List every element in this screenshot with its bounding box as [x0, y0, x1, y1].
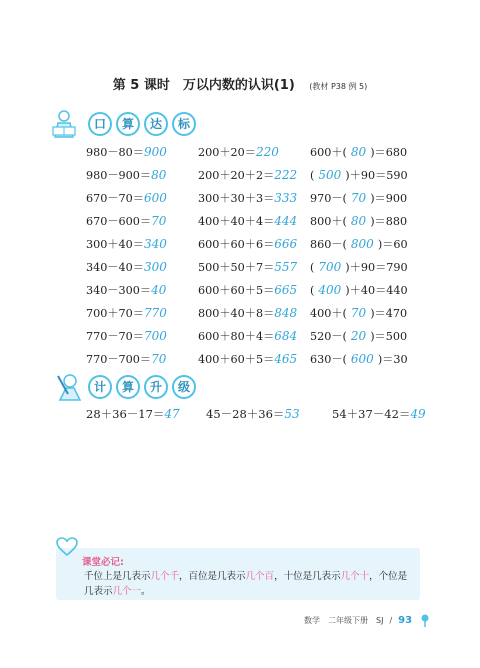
oral-row [86, 324, 426, 347]
question-prefix: 800＋( [310, 214, 347, 228]
oral-item [310, 236, 426, 252]
question: 54＋37－42＝ [332, 407, 411, 421]
question-prefix: 400＋( [310, 306, 347, 320]
answer: 557 [274, 259, 298, 274]
question: 200＋20＋2＝ [198, 168, 275, 182]
student-reading-icon [50, 109, 78, 139]
heading-char: 级 [172, 375, 196, 399]
heading-char: 标 [172, 112, 196, 136]
oral-row [86, 347, 426, 370]
memo-answer: 几个百 [245, 571, 275, 582]
oral-item [198, 190, 310, 206]
question: 400＋40＋4＝ [198, 214, 275, 228]
oral-item [310, 328, 426, 344]
question-suffix: )＋90＝590 [345, 168, 408, 182]
lesson-title: 第 5 课时 万以内数的认识(1) [112, 78, 295, 93]
answer: 47 [164, 407, 180, 421]
page-number: 93 [398, 614, 413, 626]
answer: 80 [350, 213, 367, 228]
oral-calc-grid [86, 140, 426, 370]
oral-item [198, 236, 310, 252]
oral-item [310, 282, 426, 298]
answer: 220 [255, 144, 279, 159]
oral-item [86, 144, 198, 160]
question-suffix: )＝880 [370, 214, 408, 228]
memo-segment: 千位上是几表示 [84, 571, 151, 582]
oral-item [310, 144, 426, 160]
question-suffix: )＝470 [370, 306, 408, 320]
question: 770－70＝ [86, 329, 144, 343]
textbook-reference: (教材 P38 例 5) [309, 82, 368, 91]
question-prefix: 630－( [310, 352, 347, 366]
question-prefix: 600＋( [310, 145, 347, 159]
question-prefix: ( [310, 260, 315, 274]
memo-text [84, 569, 416, 599]
question: 300＋30＋3＝ [198, 191, 275, 205]
answer: 80 [350, 144, 367, 159]
question-prefix: ( [310, 283, 315, 297]
oral-item [86, 351, 198, 367]
answer: 222 [274, 167, 298, 182]
question: 600＋60＋6＝ [198, 237, 275, 251]
oral-item [86, 328, 198, 344]
section-calc-heading [88, 375, 196, 399]
answer: 700 [143, 328, 167, 343]
memo-segment: ，百位是几表示 [179, 571, 246, 582]
answer: 684 [274, 328, 298, 343]
question: 800＋40＋8＝ [198, 306, 275, 320]
question: 300＋40＝ [86, 237, 144, 251]
answer: 333 [274, 190, 298, 205]
answer: 700 [318, 259, 342, 274]
oral-row [86, 140, 426, 163]
memo-segment: ，个位是几表示 [84, 571, 408, 597]
answer: 666 [274, 236, 298, 251]
memo-title: 课堂必记: [82, 557, 124, 568]
oral-row [86, 278, 426, 301]
oral-item [198, 144, 310, 160]
memo-answer: 几个十 [340, 571, 370, 582]
answer: 300 [143, 259, 167, 274]
question-prefix: 860－( [310, 237, 347, 251]
question: 45－28＋36＝ [206, 407, 285, 421]
oral-item [310, 351, 426, 367]
oral-item [310, 305, 426, 321]
section-oral-heading [88, 112, 196, 136]
memo-segment: ，十位是几表示 [274, 571, 341, 582]
oral-item [198, 305, 310, 321]
oral-item [198, 167, 310, 183]
oral-item [86, 305, 198, 321]
question: 600＋80＋4＝ [198, 329, 275, 343]
question: 600＋60＋5＝ [198, 283, 275, 297]
question: 980－80＝ [86, 145, 144, 159]
book-info: 数学 二年级下册 SJ [304, 615, 384, 625]
heading-char: 升 [144, 375, 168, 399]
page-footer [304, 613, 432, 627]
question: 670－70＝ [86, 191, 144, 205]
oral-row [86, 186, 426, 209]
page-title [0, 74, 480, 93]
answer: 70 [350, 190, 367, 205]
pencil-student-icon [56, 372, 84, 402]
oral-item [86, 282, 198, 298]
answer: 465 [274, 351, 298, 366]
oral-item [198, 259, 310, 275]
question-prefix: ( [310, 168, 315, 182]
oral-row [86, 301, 426, 324]
answer: 600 [350, 351, 374, 366]
calc-item [206, 406, 332, 422]
oral-row [86, 232, 426, 255]
question: 500＋50＋7＝ [198, 260, 275, 274]
answer: 20 [350, 328, 367, 343]
question: 340－300＝ [86, 283, 152, 297]
oral-item [86, 213, 198, 229]
question-suffix: )＋90＝790 [345, 260, 408, 274]
oral-item [86, 190, 198, 206]
answer: 70 [151, 351, 167, 366]
oral-item [310, 167, 426, 183]
heading-char: 口 [88, 112, 112, 136]
question: 340－40＝ [86, 260, 144, 274]
heading-char: 计 [88, 375, 112, 399]
memo-answer: 几个千 [150, 571, 180, 582]
oral-item [198, 213, 310, 229]
oral-item [86, 167, 198, 183]
answer: 848 [274, 305, 298, 320]
question: 980－900＝ [86, 168, 152, 182]
memo-segment: 。 [141, 586, 151, 597]
answer: 340 [143, 236, 167, 251]
oral-item [86, 236, 198, 252]
answer: 800 [350, 236, 374, 251]
calc-row [86, 406, 452, 422]
answer: 70 [350, 305, 367, 320]
question-suffix: )＋40＝440 [345, 283, 408, 297]
oral-item [198, 328, 310, 344]
question: 700＋70＝ [86, 306, 144, 320]
question-prefix: 520－( [310, 329, 347, 343]
question: 400＋60＋5＝ [198, 352, 275, 366]
oral-item [310, 190, 426, 206]
oral-row [86, 209, 426, 232]
answer: 80 [151, 167, 167, 182]
question-suffix: )＝30 [377, 352, 408, 366]
answer: 49 [410, 407, 426, 421]
question-prefix: 970－( [310, 191, 347, 205]
answer: 665 [274, 282, 298, 297]
question: 28＋36－17＝ [86, 407, 165, 421]
memo-answer: 几个一 [112, 586, 142, 597]
heading-char: 算 [116, 112, 140, 136]
question-suffix: )＝60 [377, 237, 408, 251]
oral-row [86, 163, 426, 186]
answer: 53 [284, 407, 300, 421]
oral-item [198, 282, 310, 298]
question-suffix: )＝500 [370, 329, 408, 343]
answer: 500 [318, 167, 342, 182]
answer: 900 [143, 144, 167, 159]
oral-item [86, 259, 198, 275]
answer: 400 [318, 282, 342, 297]
flower-icon [418, 613, 432, 627]
answer: 40 [151, 282, 167, 297]
heading-char: 算 [116, 375, 140, 399]
answer: 770 [143, 305, 167, 320]
oral-row [86, 255, 426, 278]
answer: 70 [151, 213, 167, 228]
question: 670－600＝ [86, 214, 152, 228]
calc-item [332, 406, 452, 422]
question-suffix: )＝900 [370, 191, 408, 205]
question: 200＋20＝ [198, 145, 256, 159]
answer: 600 [143, 190, 167, 205]
calc-item [86, 406, 206, 422]
heading-char: 达 [144, 112, 168, 136]
oral-item [198, 351, 310, 367]
question-suffix: )＝680 [370, 145, 408, 159]
answer: 444 [274, 213, 298, 228]
oral-item [310, 213, 426, 229]
question: 770－700＝ [86, 352, 152, 366]
divider-slash: / [389, 615, 393, 625]
heart-icon [56, 537, 78, 557]
oral-item [310, 259, 426, 275]
